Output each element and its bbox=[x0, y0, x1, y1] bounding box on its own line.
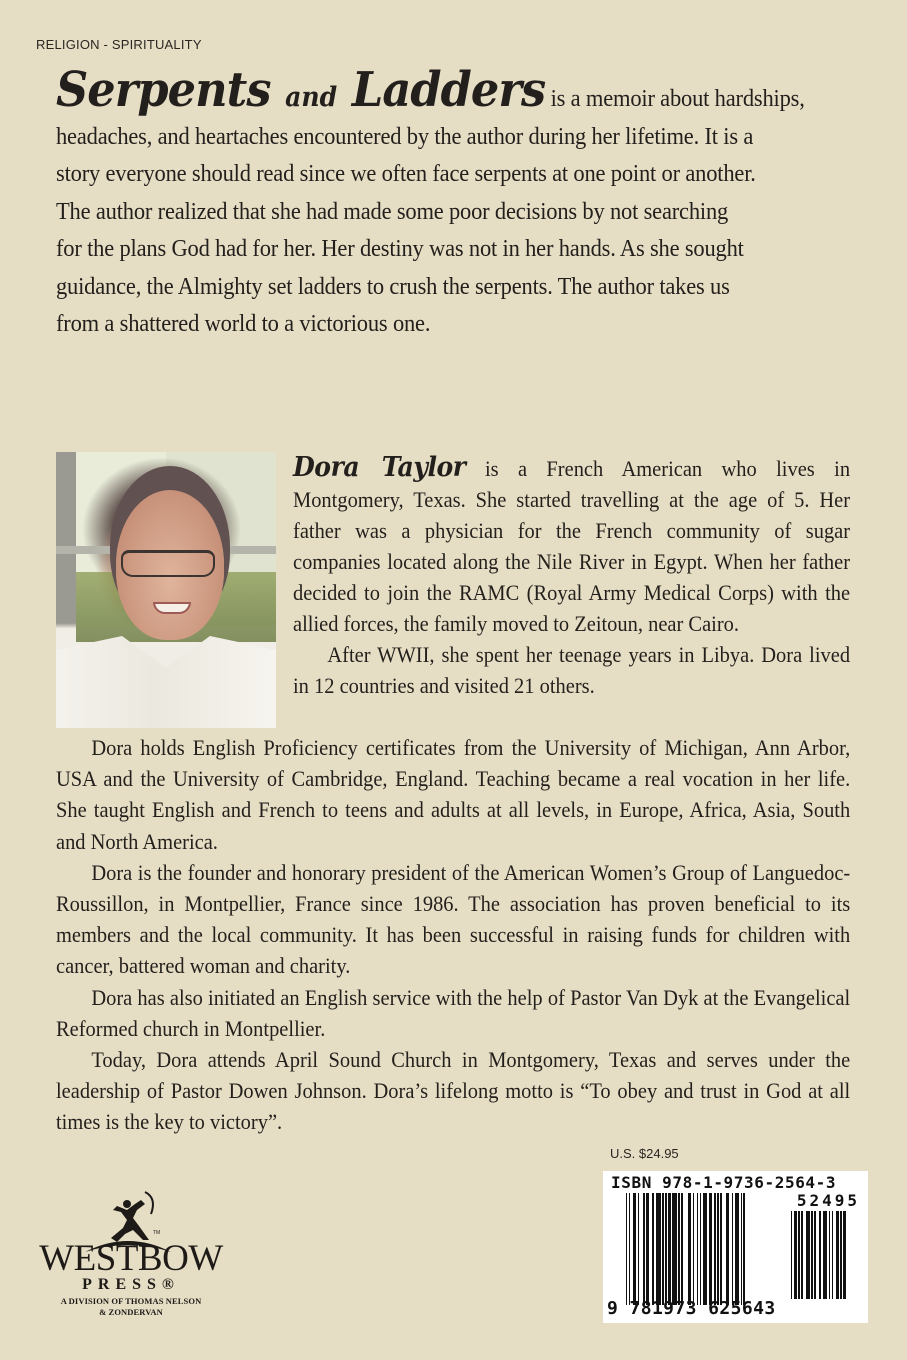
barcode-bar bbox=[700, 1193, 701, 1305]
price-label: U.S. $24.95 bbox=[610, 1146, 679, 1161]
photo-smile bbox=[153, 602, 191, 614]
blurb-line bbox=[56, 62, 852, 118]
barcode-bar bbox=[726, 1193, 729, 1305]
barcode-bar bbox=[672, 1193, 676, 1305]
barcode-bar bbox=[720, 1193, 721, 1305]
publisher-name: WESTBOW bbox=[39, 1238, 223, 1279]
barcode-addon-bars bbox=[791, 1211, 863, 1299]
book-blurb bbox=[56, 62, 852, 343]
bio-paragraph: After WWII, she spent her teenage years in Libya. Dora lived in 12 countries and visited 21 others. bbox=[293, 642, 851, 698]
barcode-bar bbox=[811, 1211, 812, 1299]
bio-paragraph: Dora has also initiated an English service with the help of Pastor Van Dyk at the Evangelical Reformed church in Montpellier. bbox=[56, 984, 851, 1041]
barcode-bar bbox=[714, 1193, 715, 1305]
barcode-bar bbox=[732, 1193, 733, 1305]
barcode-bar bbox=[643, 1193, 644, 1305]
barcode-bar bbox=[646, 1193, 649, 1305]
author-bio bbox=[56, 732, 850, 1138]
author-photo bbox=[56, 452, 276, 728]
barcode-bar bbox=[688, 1193, 691, 1305]
barcode-bar bbox=[662, 1193, 663, 1305]
publisher-division bbox=[36, 1296, 226, 1318]
barcode-bar bbox=[806, 1211, 810, 1299]
blurb-line: headaches, and heartaches encountered by the author during her lifetime. It is a bbox=[56, 122, 754, 150]
barcode-ean-number: 9 781973 625643 bbox=[607, 1298, 776, 1319]
barcode-bar bbox=[629, 1193, 630, 1305]
title-and: and bbox=[285, 82, 338, 113]
barcode-bar bbox=[665, 1193, 666, 1305]
bio-paragraph: Dora is the founder and honorary president of the American Women’s Group of Languedoc-Roussillon, in Montpellier, France since 1986. The association has proven beneficial to its members and the local community. It has been successful in raising funds for children with cancer, battered woman and charity. bbox=[56, 859, 851, 979]
barcode-bar bbox=[840, 1211, 841, 1299]
title-serpents: Serpents bbox=[56, 62, 271, 118]
barcode-bar bbox=[814, 1211, 815, 1299]
barcode-bar bbox=[743, 1193, 744, 1305]
blurb-line: The author realized that she had made some poor decisions by not searching bbox=[56, 197, 729, 225]
barcode-addon-number: 52495 bbox=[796, 1191, 860, 1210]
barcode-bar bbox=[801, 1211, 802, 1299]
bio-paragraph: Today, Dora attends April Sound Church in Montgomery, Texas and serves under the leadership of Pastor Dowen Johnson. Dora’s lifelong motto is “To obey and trust in God at all times is the key to victory”. bbox=[56, 1047, 851, 1135]
isbn-label: ISBN 978-1-9736-2564-3 bbox=[611, 1173, 837, 1192]
barcode-bar bbox=[832, 1211, 833, 1299]
barcode-bar bbox=[633, 1193, 636, 1305]
title-ladders: Ladders bbox=[351, 62, 546, 118]
author-bio-intro bbox=[293, 452, 850, 701]
division-line: & ZONDERVAN bbox=[99, 1307, 163, 1317]
barcode-bar bbox=[819, 1211, 822, 1299]
blurb-line: story everyone should read since we often face serpents at one point or another. bbox=[56, 160, 756, 187]
barcode-bar bbox=[829, 1211, 830, 1299]
division-line: A DIVISION OF THOMAS NELSON bbox=[60, 1296, 202, 1306]
author-name: Dora Taylor bbox=[293, 452, 466, 483]
blurb-text: is a memoir about hardships, bbox=[545, 85, 805, 112]
bio-intro-text: is a French American who lives in Montgomery, Texas. She started travelling at the age of 5. Her father was a physician for the French community of sugar companies located along the Nile River in Egypt. When her father decided to join the RAMC (Royal Army Medical Corps) with the allied forces, the family moved to Zeitoun, near Cairo. bbox=[293, 456, 851, 636]
isbn-barcode bbox=[603, 1171, 868, 1323]
barcode-bar bbox=[681, 1193, 682, 1305]
blurb-line: from a shattered world to a victorious one. bbox=[56, 310, 431, 337]
barcode-bar bbox=[791, 1211, 792, 1299]
bio-paragraph bbox=[293, 452, 850, 639]
barcode-bar bbox=[626, 1193, 627, 1305]
barcode-bar bbox=[709, 1193, 712, 1305]
barcode-bar bbox=[741, 1193, 742, 1305]
barcode-bar bbox=[693, 1193, 694, 1305]
barcode-bar bbox=[794, 1211, 797, 1299]
photo-jacket bbox=[56, 628, 276, 728]
book-title bbox=[56, 62, 545, 118]
barcode-bar bbox=[652, 1193, 653, 1305]
barcode-bar bbox=[823, 1211, 827, 1299]
barcode-bar bbox=[798, 1211, 799, 1299]
svg-text:TM: TM bbox=[153, 1230, 161, 1236]
bio-paragraph: Dora holds English Proficiency certificates from the University of Michigan, Ann Arbor, USA and the University of Cambridge, England. Teaching became a real vocation in her life. She taught English and French to teens and adults at all levels, in Europe, Africa, Asia, South and North America. bbox=[56, 735, 851, 854]
barcode-bar bbox=[735, 1193, 739, 1305]
barcode-bar bbox=[717, 1193, 718, 1305]
barcode-bar bbox=[668, 1193, 671, 1305]
barcode-bar bbox=[678, 1193, 679, 1305]
barcode-bar bbox=[656, 1193, 660, 1305]
publisher-imprint: PRESS® bbox=[82, 1276, 180, 1293]
blurb-line: for the plans God had for her. Her destiny was not in her hands. As she sought bbox=[56, 235, 744, 262]
barcode-bar bbox=[843, 1211, 846, 1299]
publisher-logo bbox=[28, 1190, 228, 1330]
barcode-bar bbox=[638, 1193, 639, 1305]
barcode-main-bars bbox=[626, 1193, 776, 1305]
photo-glasses bbox=[121, 550, 215, 577]
category-label: RELIGION - SPIRITUALITY bbox=[36, 37, 202, 52]
blurb-line: guidance, the Almighty set ladders to crush the serpents. The author takes us bbox=[56, 272, 730, 300]
barcode-bar bbox=[697, 1193, 698, 1305]
barcode-bar bbox=[836, 1211, 839, 1299]
barcode-bar bbox=[703, 1193, 707, 1305]
